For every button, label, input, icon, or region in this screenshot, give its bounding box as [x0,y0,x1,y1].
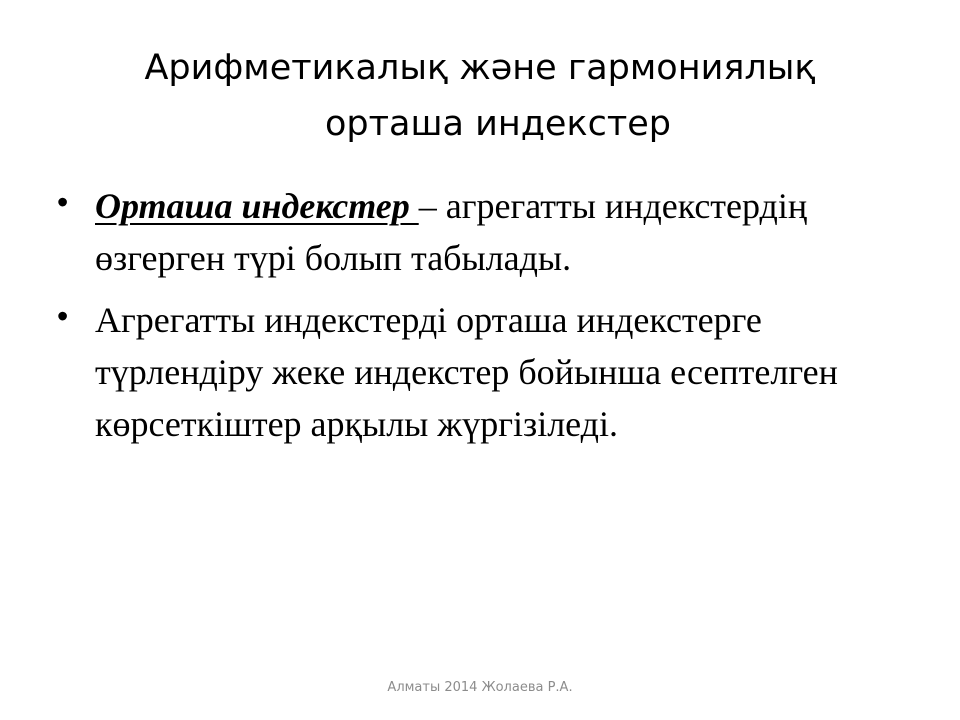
bullet-icon: • [57,298,69,334]
slide-title [0,40,960,152]
slide-footer: Алматы 2014 Жолаева Р.А. [387,680,573,695]
bullet-term: Орташа индекстер [95,186,419,226]
slide-title-line-2: орташа индекстер [325,104,671,144]
bullet-item-conversion [57,294,917,450]
bullet-list [57,180,917,460]
bullet-text: Агрегатты индекстерді орташа индекстерге түрлендіру жеке индекстер бойынша есептелген көрсеткіштер арқылы жүргізіледі. [95,300,838,444]
bullet-text: – агрегатты индекстердің өзгерген түрі болып табылады. [95,186,808,278]
bullet-icon: • [57,184,69,220]
bullet-item-definition [57,180,917,284]
slide-title-line-1: Арифметикалық және гармониялық [144,48,816,88]
